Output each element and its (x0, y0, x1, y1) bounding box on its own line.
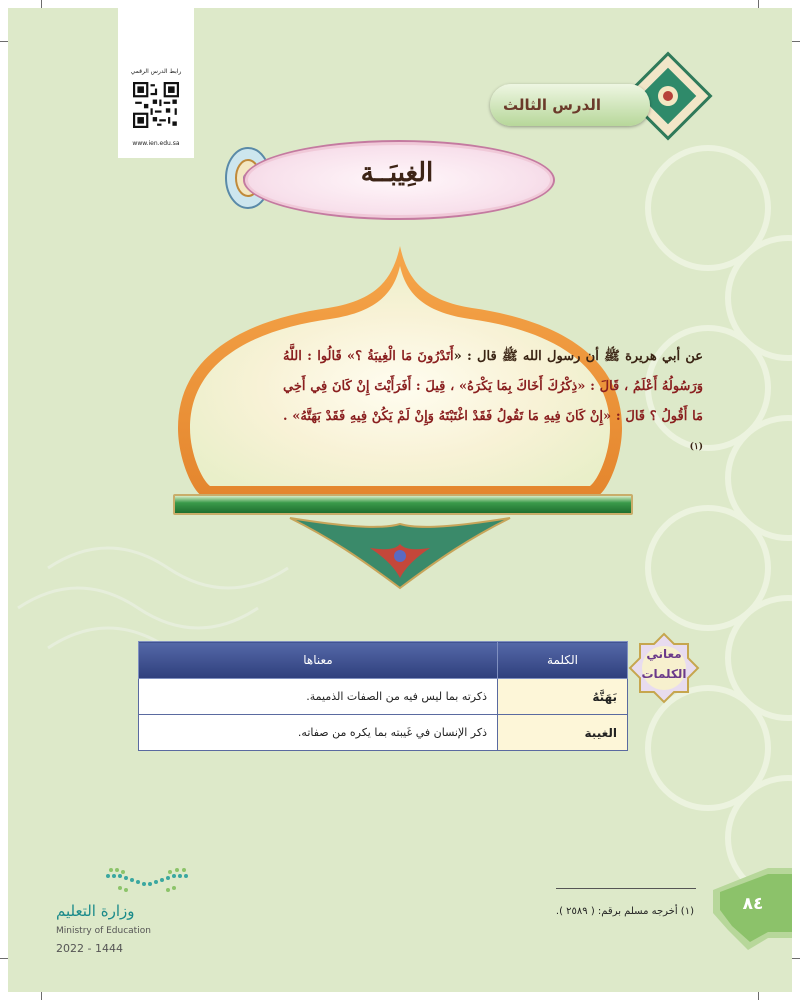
vocab-meaning: ذكرته بما ليس فيه من الصفات الذميمة. (139, 679, 498, 715)
vocab-word: الغيبة (498, 715, 628, 751)
lesson-label: الدرس الثالث (502, 96, 602, 114)
ministry-logo-icon (100, 866, 196, 898)
table-row (139, 679, 628, 715)
vocab-table (138, 641, 628, 751)
crop-mark (0, 41, 8, 42)
ministry-name-ar: وزارة التعليم (56, 902, 135, 920)
header-word: الكلمة (498, 642, 628, 679)
hadith-text-block (283, 342, 703, 466)
qr-panel (118, 8, 194, 158)
qr-label: رابط الدرس الرقمي (130, 68, 182, 75)
arch-base-bar (173, 494, 633, 515)
ministry-name-en: Ministry of Education (56, 926, 151, 936)
footnote: (١) أخرجه مسلم برقم: ( ٢٥٨٩ ). (555, 906, 694, 917)
crop-mark (41, 0, 42, 8)
vocab-meaning: ذكر الإنسان في غَيبته بما يكره من صفاته. (139, 715, 498, 751)
page-number: ٨٤ (742, 894, 764, 914)
table-row (139, 715, 628, 751)
crop-mark (0, 958, 8, 959)
edition-year: 2022 - 1444 (56, 942, 123, 955)
hadith-intro: عن أبي هريرة ﷺ أن رسول الله ﷺ قال : « (453, 349, 703, 364)
footnote-ref[interactable]: (١) (689, 442, 703, 452)
table-header-row (139, 642, 628, 679)
crop-mark (758, 992, 759, 1000)
crop-mark (758, 0, 759, 8)
qr-url[interactable]: www.ien.edu.sa (132, 140, 180, 147)
header-meaning: معناها (139, 642, 498, 679)
hadith-body: أَتَدْرُونَ مَا الْغِيبَةُ ؟» قَالُوا : اللَّهُ وَرَسُولُهُ أَعْلَمُ ، قَالَ : «ذِكْرُكَ أَخَاكَ بِمَا يَكْرَهُ» ، قِيلَ : أَفَرَأَيْتَ إِنْ كَانَ فِي أَخِي مَا أَقُولُ ؟ قَالَ : «إِنْ كَانَ فِيهِ مَا تَقُولُ فَقَدْ اغْتَبْتَهُ وَإِنْ لَمْ يَكُنْ فِيهِ فَقَدْ بَهَتَّهُ» . (283, 349, 703, 424)
crop-mark (792, 41, 800, 42)
footnote-divider (556, 888, 696, 889)
vocab-badge: معاني الكلمات (641, 647, 687, 681)
crop-mark (41, 992, 42, 1000)
crop-mark (792, 958, 800, 959)
page-title: الغِيبَــة (360, 158, 434, 188)
textbook-page (8, 8, 792, 992)
qr-code-icon[interactable] (133, 82, 179, 128)
vocab-word: بَهَتَّهُ (498, 679, 628, 715)
